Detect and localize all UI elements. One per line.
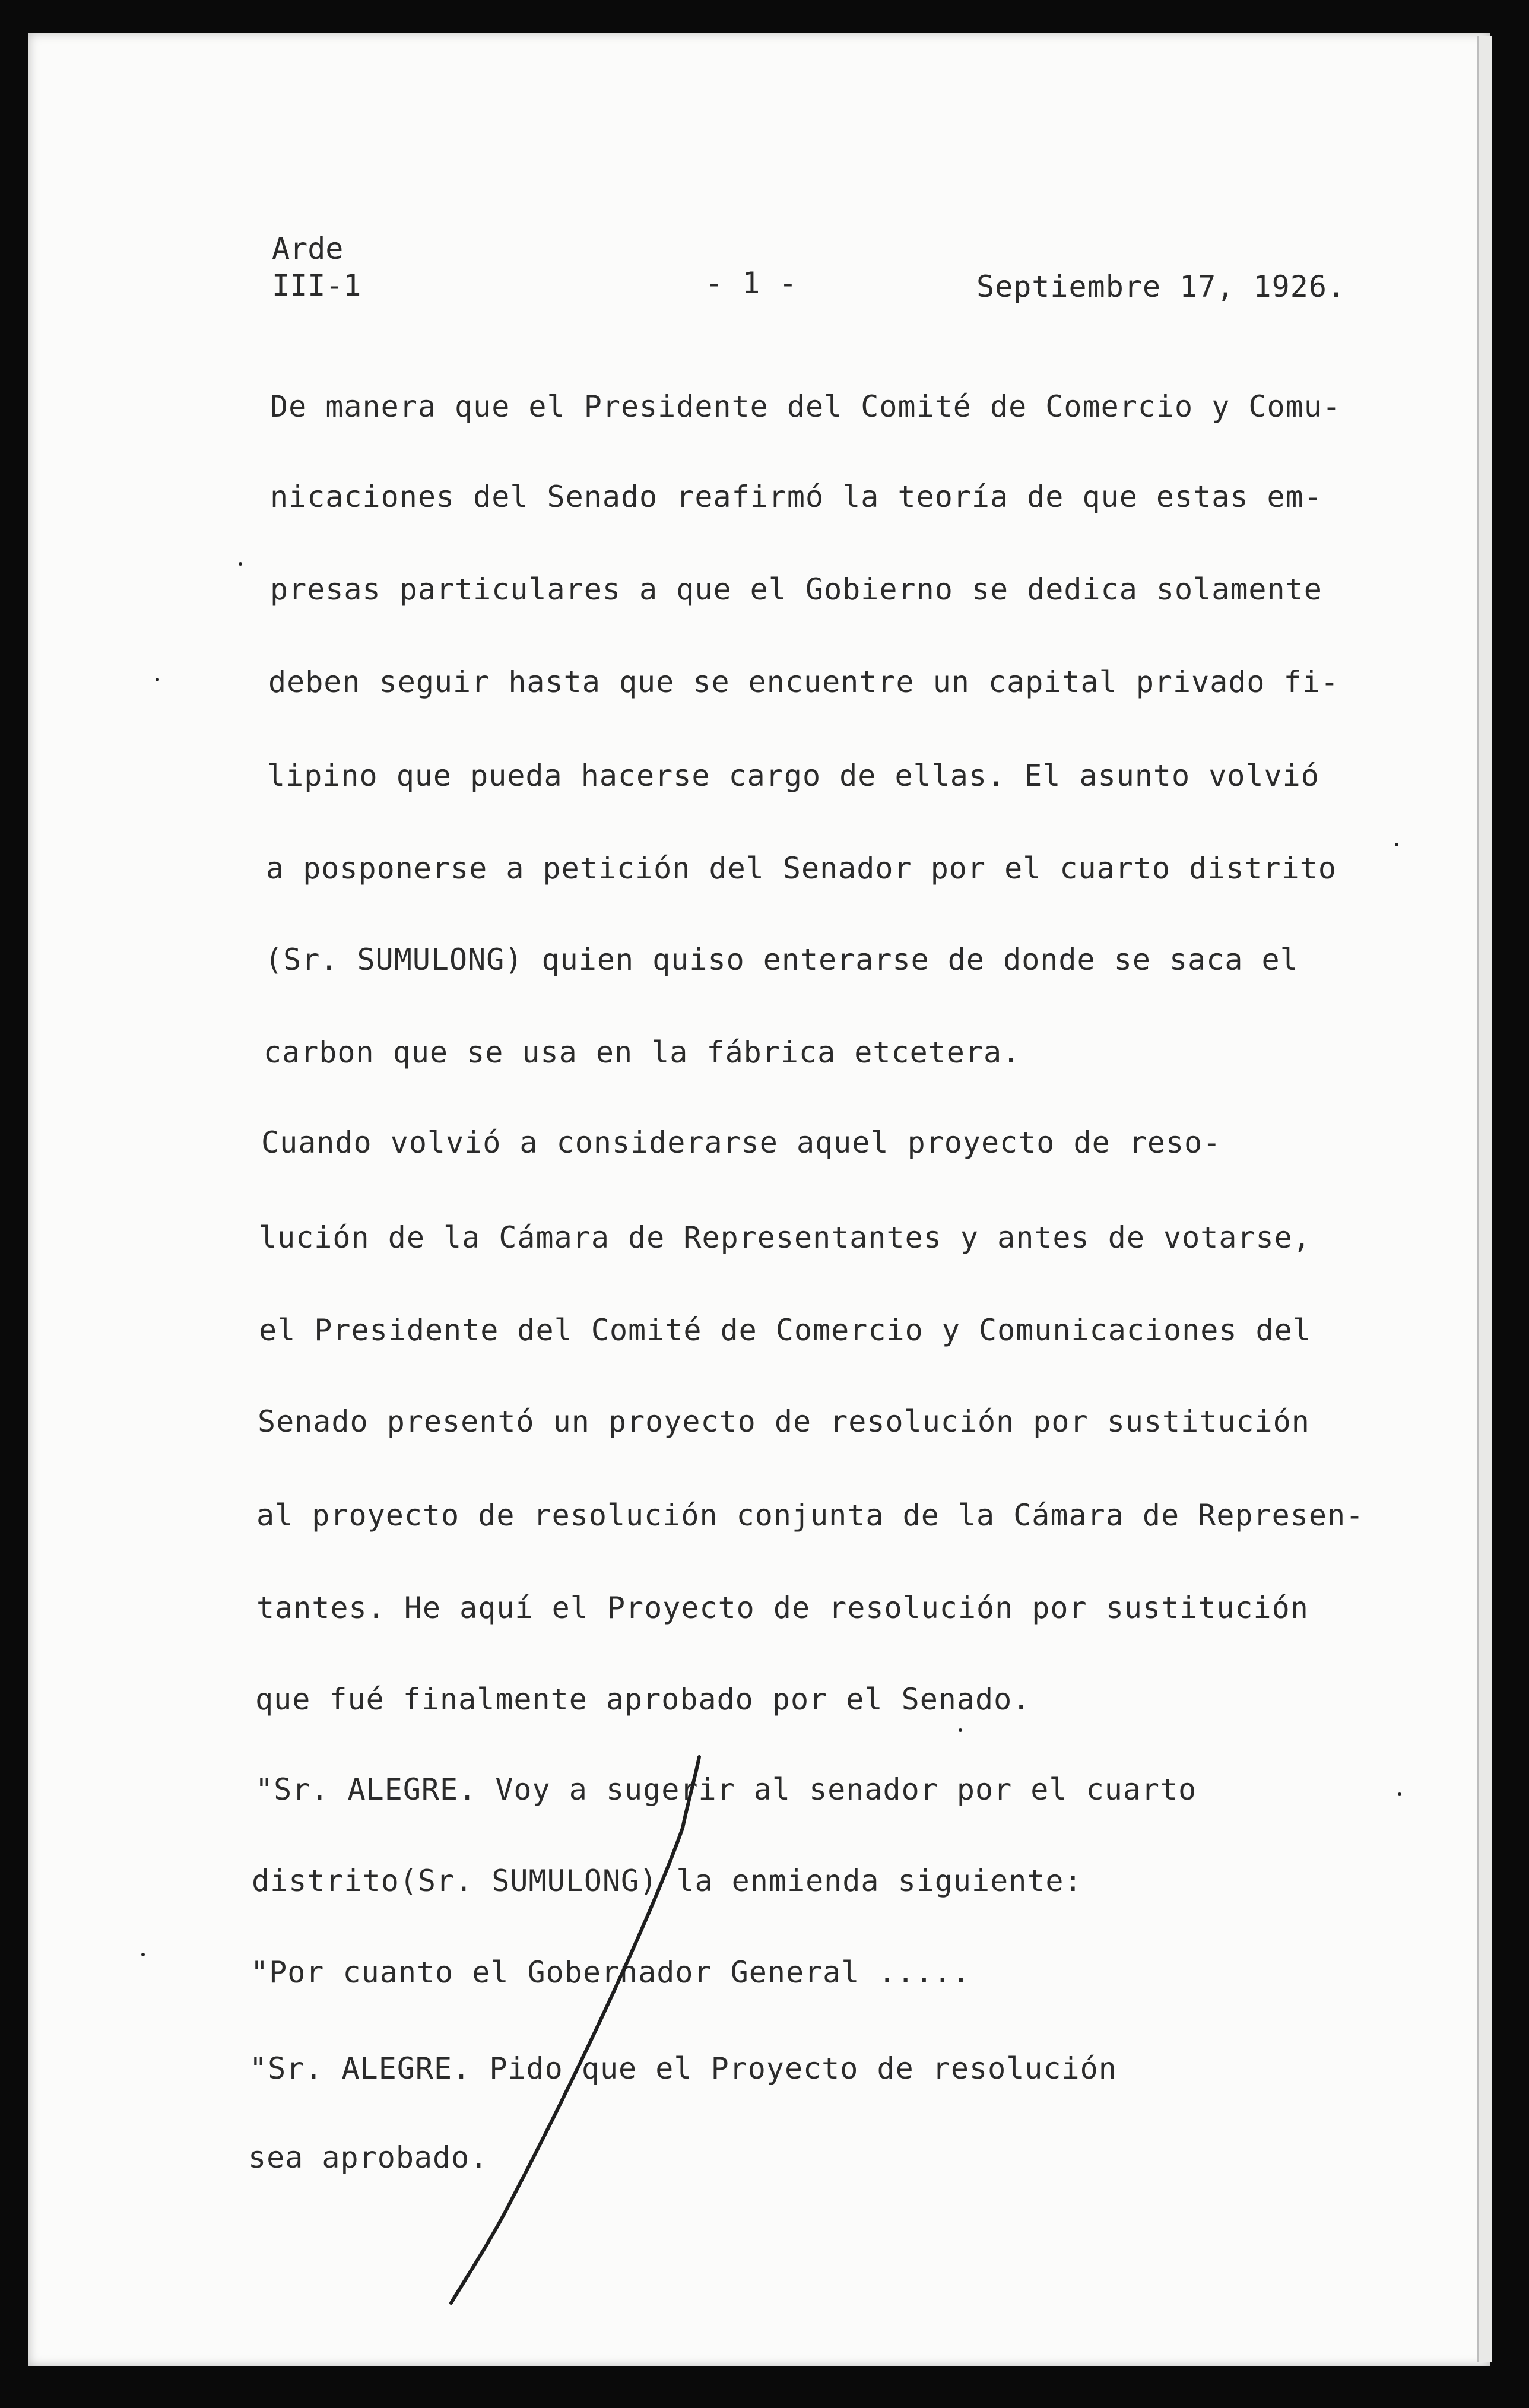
body-line: que fué finalmente aprobado por el Senado.: [255, 1682, 1031, 1717]
body-line: lipino que pueda hacerse cargo de ellas. El asunto volvió: [267, 759, 1319, 793]
body-line: "Sr. ALEGRE. Voy a sugerir al senador por el cuarto: [255, 1772, 1197, 1807]
body-line: nicaciones del Senado reafirmó la teoría de que estas em-: [270, 480, 1322, 514]
body-line: el Presidente del Comité de Comercio y Comunicaciones del: [259, 1313, 1311, 1347]
body-line: presas particulares a que el Gobierno se dedica solamente: [270, 572, 1322, 607]
scan-speck: [156, 678, 159, 681]
scan-speck: [959, 1728, 962, 1732]
body-line: distrito(Sr. SUMULONG) la enmienda siguiente:: [252, 1864, 1083, 1898]
scan-speck: [1395, 843, 1398, 846]
body-line: sea aprobado.: [248, 2140, 488, 2175]
body-line: De manera que el Presidente del Comité de Comercio y Comu-: [270, 389, 1341, 424]
header-reference-line-1: Arde: [272, 231, 344, 266]
body-line: a posponerse a petición del Senador por el cuarto distrito: [266, 851, 1337, 886]
body-line: deben seguir hasta que se encuentre un capital privado fi-: [268, 665, 1339, 699]
body-line: tantes. He aquí el Proyecto de resolución por sustitución: [256, 1591, 1309, 1625]
page-number: - 1 -: [705, 266, 798, 300]
body-line: lución de la Cámara de Representantes y antes de votarse,: [259, 1220, 1311, 1255]
body-line: Senado presentó un proyecto de resolución por sustitución: [258, 1404, 1310, 1439]
body-line: (Sr. SUMULONG) quien quiso enterarse de donde se saca el: [265, 943, 1299, 977]
body-line: "Por cuanto el Gobernador General .....: [250, 1955, 970, 1990]
header-date: Septiembre 17, 1926.: [976, 269, 1346, 304]
body-line: al proyecto de resolución conjunta de la Cámara de Represen-: [256, 1498, 1365, 1533]
body-line: "Sr. ALEGRE. Pido que el Proyecto de resolución: [249, 2051, 1117, 2086]
body-line: carbon que se usa en la fábrica etcetera.: [264, 1035, 1021, 1070]
header-reference-line-2: III-1: [272, 268, 361, 303]
scan-speck: [239, 562, 242, 566]
scan-speck: [141, 1953, 145, 1956]
body-line: Cuando volvió a considerarse aquel proyecto de reso-: [261, 1125, 1222, 1160]
scan-speck: [1398, 1792, 1401, 1796]
